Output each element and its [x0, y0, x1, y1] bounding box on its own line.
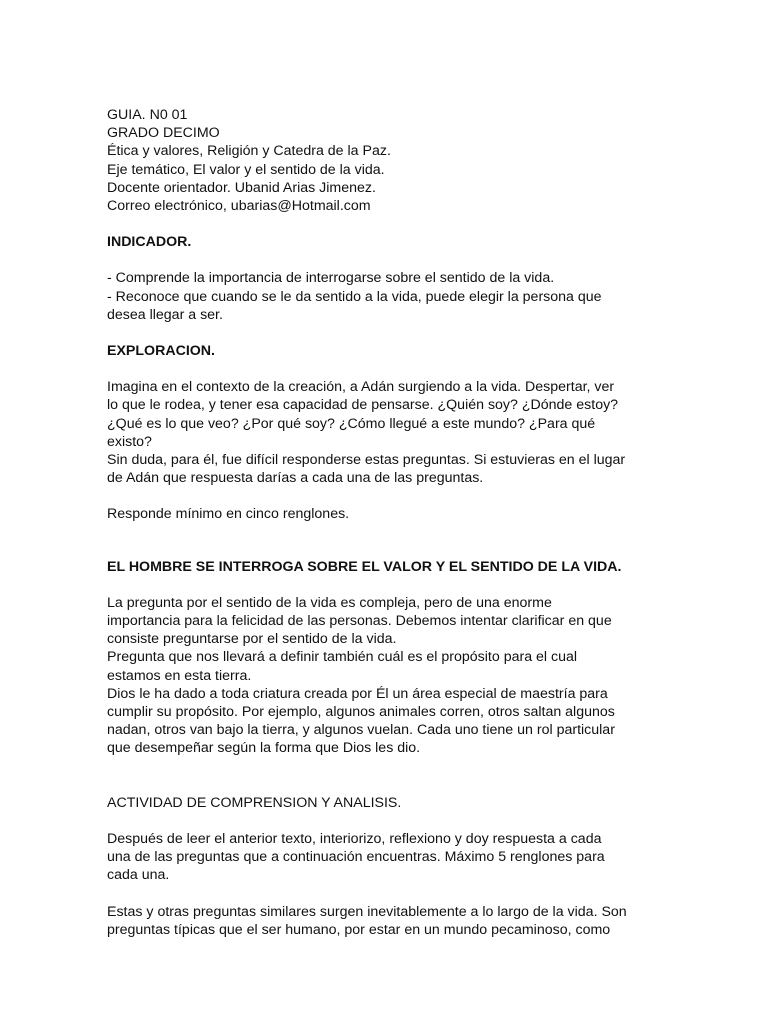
exploracion-line: Imagina en el contexto de la creación, a Adán surgiendo a la vida. Despertar, ver: [107, 379, 615, 396]
spacer: [107, 812, 667, 830]
exploracion-line: de Adán que respuesta darías a cada una de las preguntas.: [107, 470, 484, 487]
section-line: nadan, otros van bajo la tierra, y algunos vuelan. Cada uno tiene un rol particular: [107, 722, 615, 739]
exploracion-line: ¿Qué es lo que veo? ¿Por qué soy? ¿Cómo llegué a este mundo? ¿Para qué: [107, 415, 596, 432]
closing-line: preguntas típicas que el ser humano, por estar en un mundo pecaminoso, como: [107, 921, 611, 938]
section-line: La pregunta por el sentido de la vida es compleja, pero de una enorme: [107, 594, 552, 611]
spacer: [107, 360, 667, 378]
indicador-heading: INDICADOR.: [107, 234, 192, 251]
exploracion-section: [107, 342, 667, 524]
indicador-line: desea llegar a ser.: [107, 306, 223, 323]
actividad-line: una de las preguntas que a continuación encuentras. Máximo 5 renglones para: [107, 849, 605, 866]
spacer: [107, 576, 667, 594]
spacer: [107, 251, 667, 269]
exploracion-heading: EXPLORACION.: [107, 343, 215, 360]
actividad-line: Después de leer el anterior texto, interiorizo, reflexiono y doy respuesta a cada: [107, 830, 602, 847]
main-section-heading: EL HOMBRE SE INTERROGA SOBRE EL VALOR Y EL SENTIDO DE LA VIDA.: [107, 558, 622, 575]
section-line: cumplir su propósito. Por ejemplo, algunos animales corren, otros saltan algunos: [107, 704, 615, 721]
actividad-section: [107, 794, 667, 939]
document-page: [107, 106, 667, 939]
spacer: [107, 324, 667, 342]
teacher-line: Docente orientador. Ubanid Arias Jimenez.: [107, 179, 376, 196]
closing-line: Estas y otras preguntas similares surgen inevitablemente a lo largo de la vida. Son: [107, 903, 627, 920]
section-line: estamos en esta tierra.: [107, 667, 252, 684]
indicador-section: [107, 233, 667, 324]
document-header: [107, 106, 667, 215]
actividad-line: cada una.: [107, 867, 170, 884]
exploracion-line: Sin duda, para él, fue difícil responderse estas preguntas. Si estuvieras en el lugar: [107, 452, 626, 469]
exploracion-line: existo?: [107, 433, 152, 450]
section-line: importancia para la felicidad de las personas. Debemos intentar clarificar en que: [107, 613, 612, 630]
exploracion-instruction: Responde mínimo en cinco renglones.: [107, 506, 350, 523]
spacer: [107, 215, 667, 233]
spacer: [107, 758, 667, 794]
spacer: [107, 885, 667, 903]
spacer: [107, 524, 667, 558]
indicador-line: - Comprende la importancia de interrogarse sobre el sentido de la vida.: [107, 270, 555, 287]
guide-number: GUIA. N0 01: [107, 107, 188, 123]
subject-line: Ética y valores, Religión y Catedra de la Paz.: [107, 143, 391, 160]
grade-level: GRADO DECIMO: [107, 125, 220, 142]
exploracion-line: lo que le rodea, y tener esa capacidad de pensarse. ¿Quién soy? ¿Dónde estoy?: [107, 397, 619, 414]
main-section: [107, 558, 667, 758]
section-line: que desempeñar según la forma que Dios les dio.: [107, 740, 421, 757]
theme-line: Eje temático, El valor y el sentido de la vida.: [107, 161, 385, 178]
actividad-heading: ACTIVIDAD DE COMPRENSION Y ANALISIS.: [107, 794, 402, 811]
section-line: consiste preguntarse por el sentido de la vida.: [107, 631, 397, 648]
section-line: Dios le ha dado a toda criatura creada por Él un área especial de maestría para: [107, 685, 608, 702]
spacer: [107, 487, 667, 505]
indicador-line: - Reconoce que cuando se le da sentido a la vida, puede elegir la persona que: [107, 288, 602, 305]
email-line: Correo electrónico, ubarias@Hotmail.com: [107, 198, 371, 215]
section-line: Pregunta que nos llevará a definir también cuál es el propósito para el cual: [107, 649, 578, 666]
